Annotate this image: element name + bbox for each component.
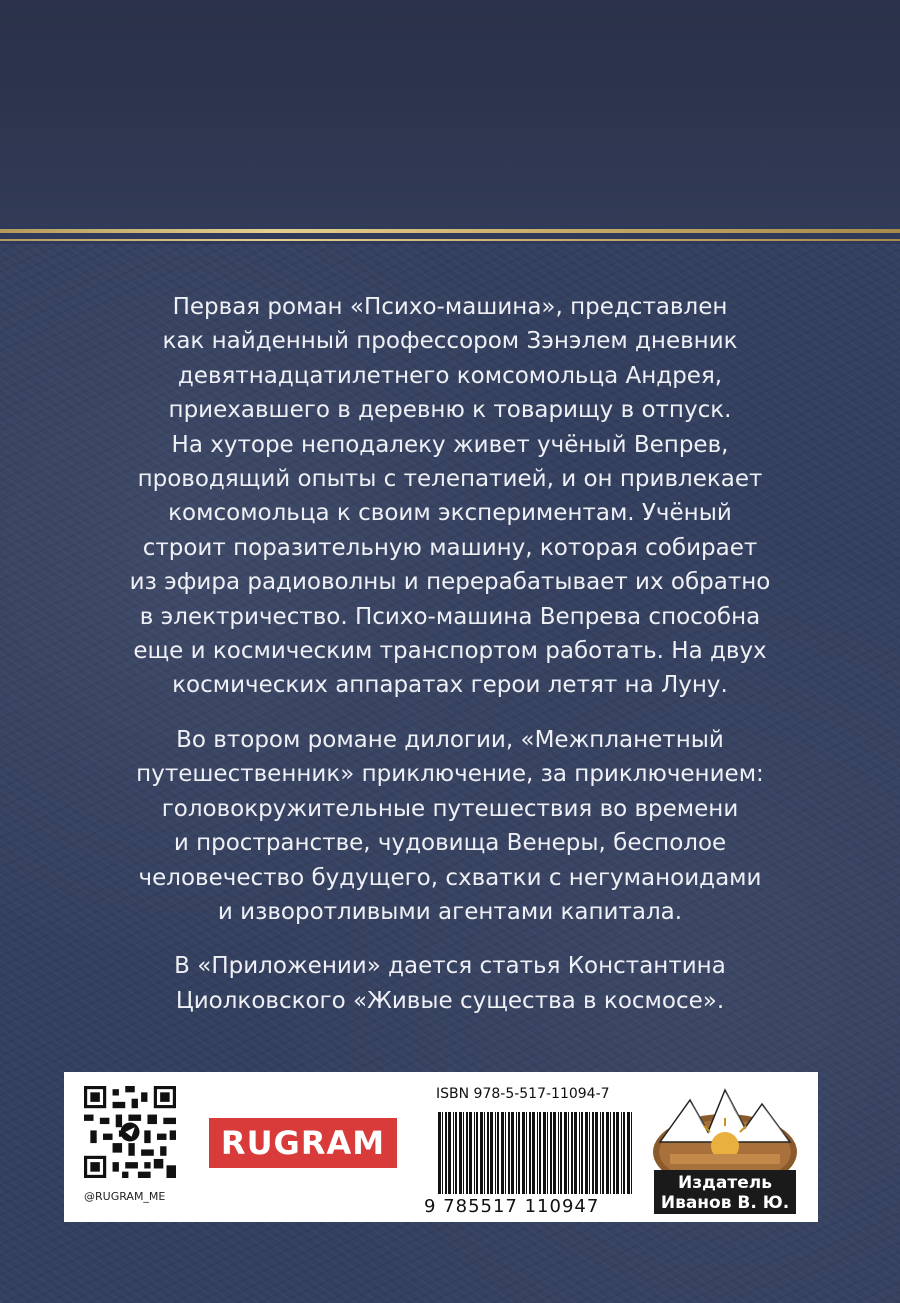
blurb-line: еще и космическим транспортом работать. На двух [133,638,767,665]
blurb-line: путешественник» приключение, за приключением: [136,761,764,788]
blurb-line: человечество будущего, схватки с негуманоидами [138,864,762,891]
blurb-paragraph [90,723,810,929]
publisher-line1: Издатель [678,1173,772,1193]
gold-rule-bottom [0,239,900,241]
info-panel [64,1072,818,1222]
barcode-digits: 9 785517 110947 [424,1196,600,1217]
blurb-line: приехавшего в деревню к товарищу в отпуск. [168,397,732,424]
blurb-line: Первая роман «Психо-машина», представлен [172,294,728,320]
blurb-paragraph [90,290,810,703]
blurb-line: девятнадцатилетнего комсомольца Андрея, [177,362,723,389]
barcode-icon [436,1112,638,1194]
blurb-line: строит поразительную машину, которая собирает [142,534,758,561]
blurb-line: космических аппаратах герои летят на Луну. [172,672,728,699]
blurb-line: На хуторе неподалеку живет учёный Вепрев, [171,431,729,458]
isbn-text: ISBN 978-5-517-11094-7 [436,1086,610,1102]
rugram-logo: RUGRAM [209,1118,397,1168]
blurb-line: в электричество. Психо-машина Вепрева способна [139,603,761,630]
publisher-line2: Иванов В. Ю. [660,1193,790,1213]
blurb-paragraph [90,949,810,1018]
blurb-line: из эфира радиоволны и перерабатывает их обратно [129,569,771,596]
qr-caption: @RUGRAM_ME [84,1190,166,1203]
gold-rule-top [0,229,900,233]
blurb-line: В «Приложении» дается статья Константина [174,953,726,980]
blurb-line: Циолковского «Живые существа в космосе». [175,987,725,1014]
blurb-line: как найденный профессором Зэнэлем дневник [162,328,738,355]
blurb-line: головокружительные путешествия во времени [161,795,739,822]
blurb-line: проводящий опыты с телепатией, и он привлекает [137,466,763,493]
blurb-line: Во втором романе дилогии, «Межпланетный [176,726,724,753]
publisher-logo [650,1082,800,1216]
blurb-line: и пространстве, чудовища Венеры, бесполое [173,830,727,857]
blurb-line: и изворотливыми агентами капитала. [217,898,683,925]
blurb-line: комсомольца к своим экспериментам. Учёный [168,500,732,527]
qr-code-icon [84,1086,176,1178]
top-band [0,0,900,226]
blurb-text [90,290,810,1038]
